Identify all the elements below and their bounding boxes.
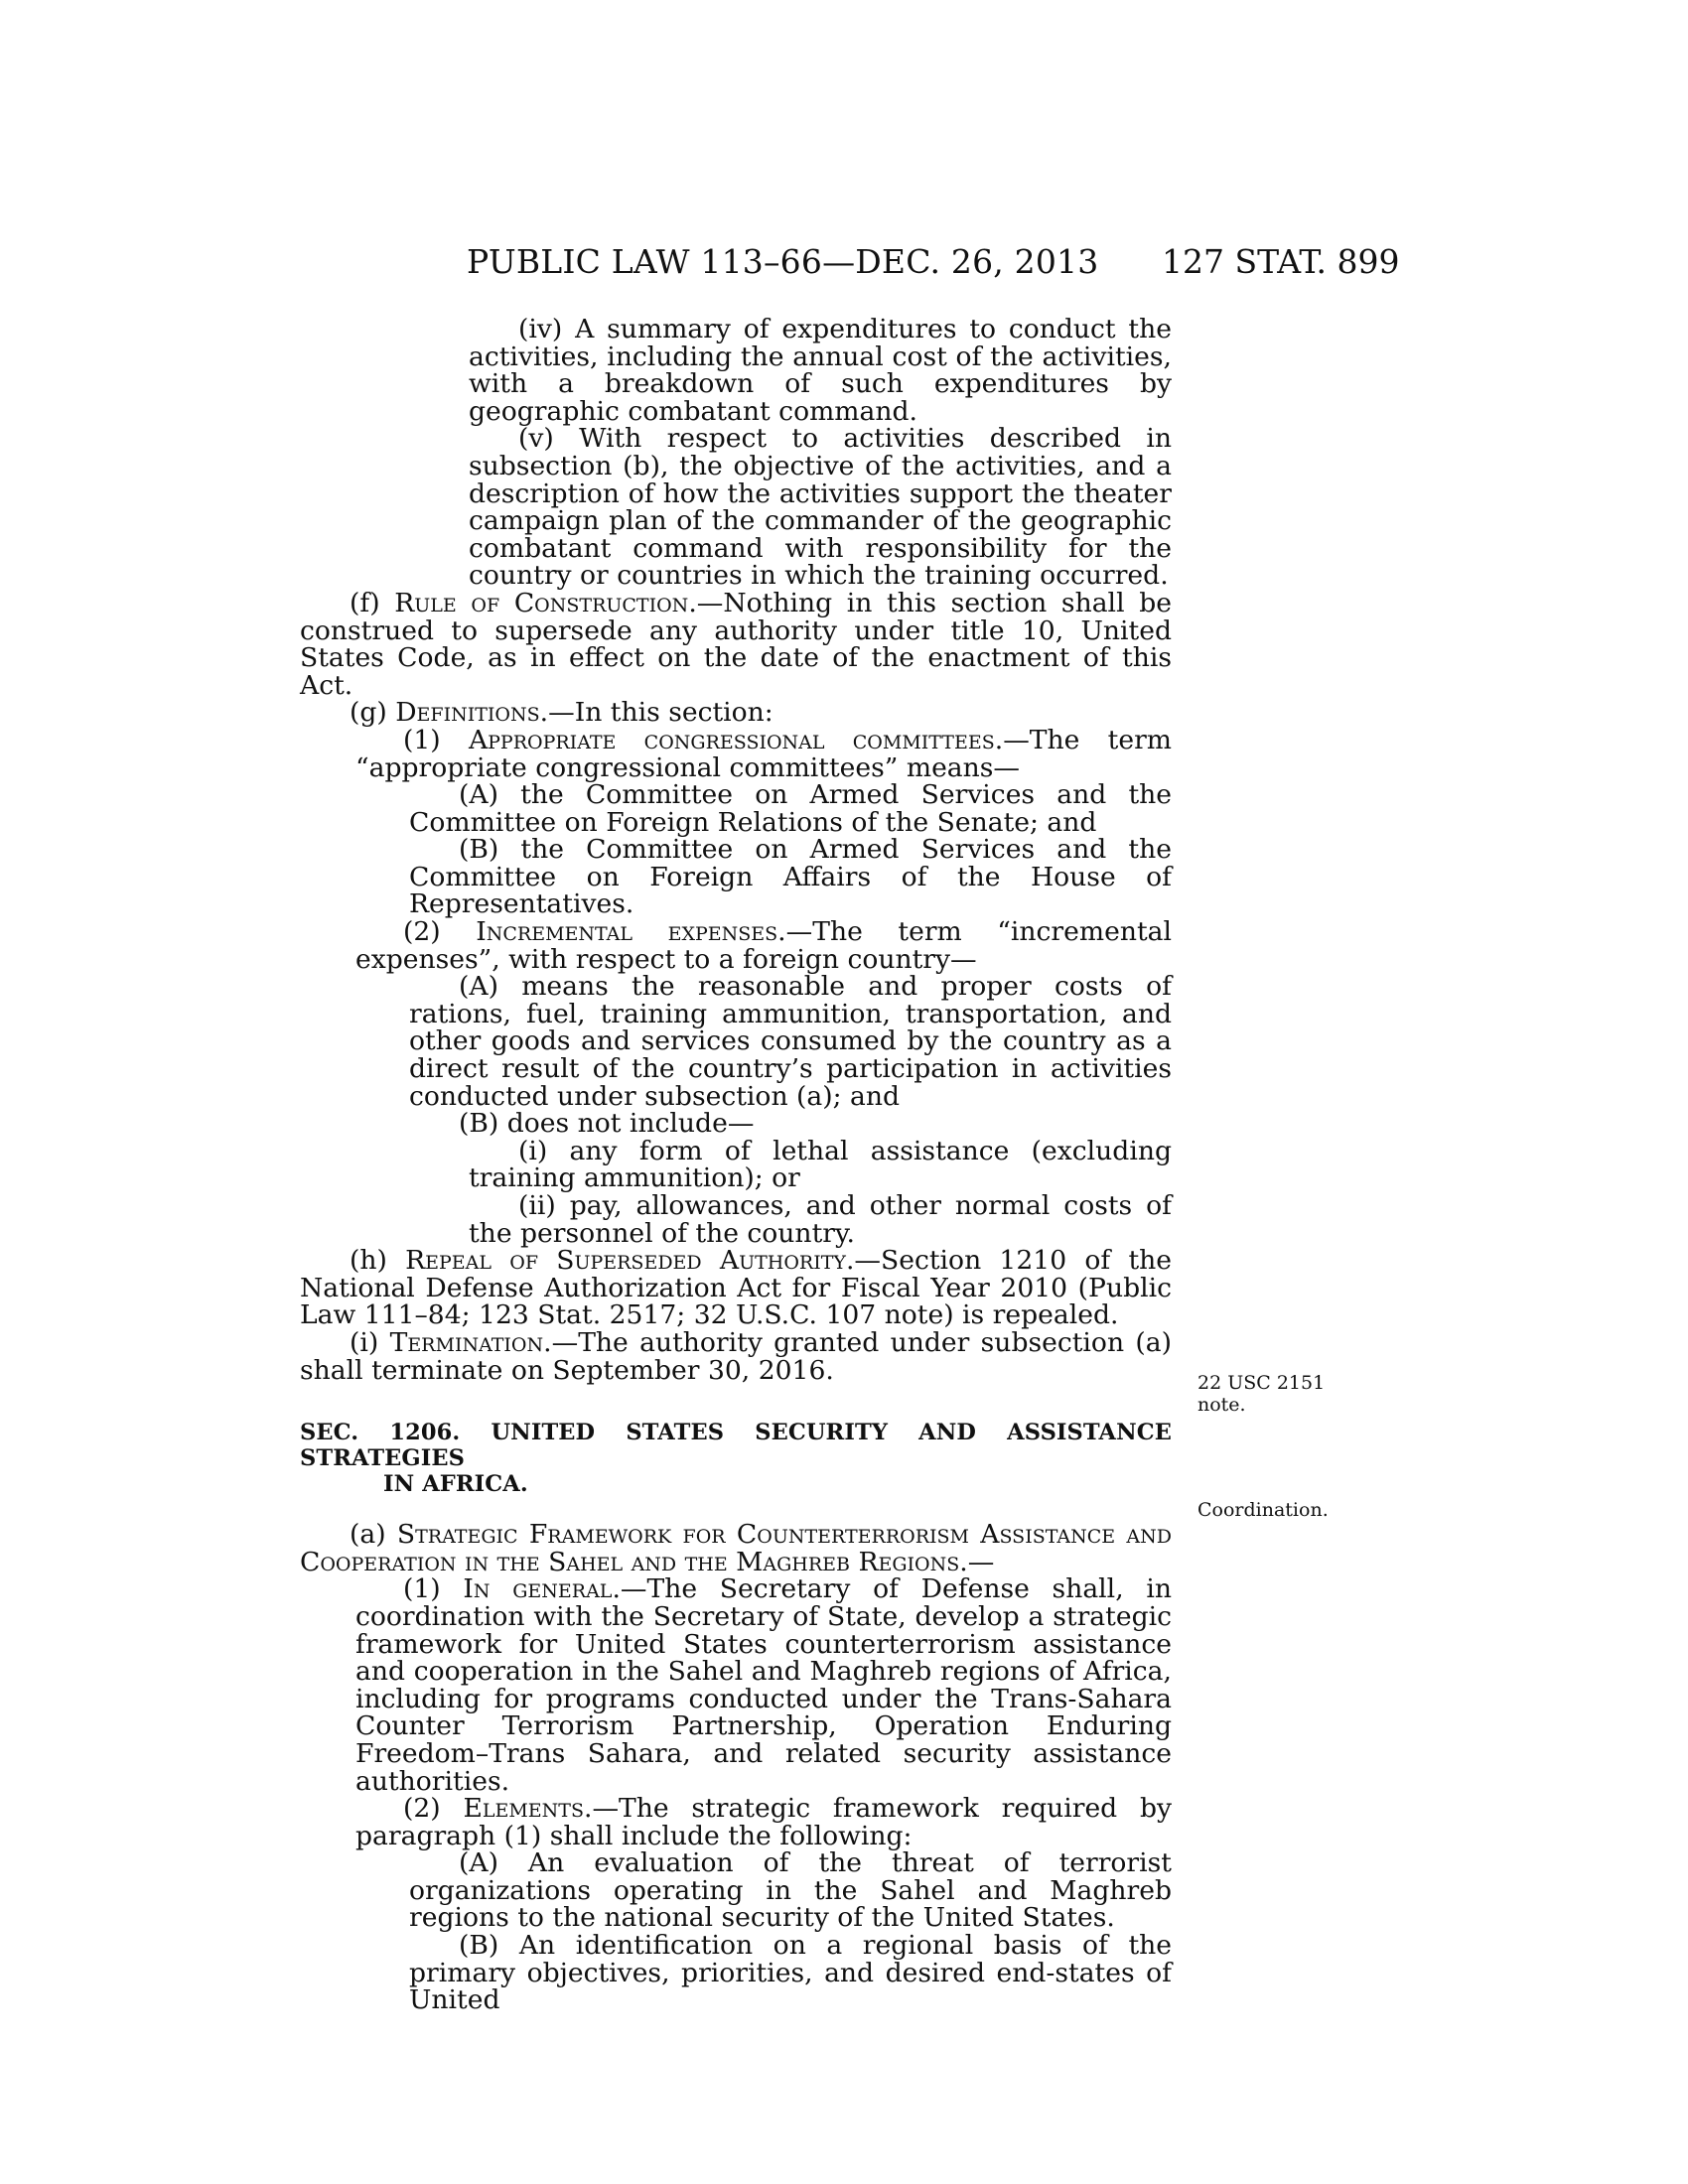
paragraph-g1-label: (1) <box>403 724 469 755</box>
paragraph-f-text: .—Nothing in this section shall be construed to supersede any authority under title 10, United States Code, as in effect on the date of the enactment of this Act. <box>300 587 1172 701</box>
paragraph-a-heading: Strategic Framework for Counterterrorism Assistance and Cooperation in the Sahel and the Maghreb Regions <box>300 1519 1172 1577</box>
margin-note-usc <box>1197 1372 1325 1416</box>
paragraph-h-heading: Repeal of Superseded Authority <box>405 1245 846 1277</box>
paragraph-g2b: (B) does not include— <box>459 1108 755 1140</box>
section-heading <box>300 1420 1172 1497</box>
paragraph-i-heading: Termination <box>389 1326 544 1358</box>
paragraph-a1-heading: In general <box>463 1573 613 1605</box>
paragraph-iv: (iv) A summary of expenditures to conduct the activities, including the annual cost of the activities, with a breakdown of such expenditures by geographic combatant command. <box>469 314 1172 427</box>
section-heading-line2: IN AFRICA. <box>383 1471 528 1498</box>
section-heading-line1: SEC. 1206. UNITED STATES SECURITY AND ASSISTANCE STRATEGIES <box>300 1420 1172 1472</box>
paragraph-a1-label: (1) <box>403 1573 464 1605</box>
paragraph-g-text: .—In this section: <box>539 697 774 729</box>
paragraph-a2A: (A) An evaluation of the threat of terrorist organizations operating in the Sahel and Maghreb regions to the national security of the United States. <box>409 1847 1172 1934</box>
paragraph-g2 <box>300 918 1172 973</box>
paragraph-g2a: (A) means the reasonable and proper costs of rations, fuel, training ammunition, transportation, and other goods and services consumed by the country as a direct result of the country’s participation in activities conducted under subsection (a); and <box>409 971 1172 1112</box>
paragraph-g2-text: .—The term “incremental expenses”, with respect to a foreign country— <box>355 916 1173 975</box>
paragraph-i-text: .—The authority granted under subsection (a) shall terminate on September 30, 2016. <box>300 1326 1172 1386</box>
paragraph-a2B: (B) An identification on a regional basis of the primary objectives, priorities, and desired end-states of United <box>409 1930 1172 2016</box>
paragraph-f-heading: Rule of Construction <box>394 587 689 618</box>
page-header <box>0 242 1688 286</box>
section-spacer <box>300 1497 1172 1521</box>
paragraph-a-text: .— <box>959 1546 995 1577</box>
paragraph-i <box>300 1326 1172 1386</box>
paragraph-g-heading: Definitions <box>395 697 540 729</box>
paragraph-h-label: (h) <box>350 1245 406 1277</box>
paragraph-a-label: (a) <box>350 1519 397 1551</box>
margin-note-coordination: Coordination. <box>1197 1499 1329 1521</box>
paragraph-a2-label: (2) <box>403 1793 464 1825</box>
running-head: PUBLIC LAW 113–66—DEC. 26, 2013 <box>467 242 1099 281</box>
paragraph-g1b: (B) the Committee on Armed Services and the Committee on Foreign Affairs of the House of Representatives. <box>409 834 1172 920</box>
paragraph-a2-heading: Elements <box>463 1793 584 1825</box>
stat-page-number: 127 STAT. 899 <box>1162 242 1400 281</box>
paragraph-g1-text: .—The term “appropriate congressional committees” means— <box>355 724 1173 783</box>
paragraph-a1-text: .—The Secretary of Defense shall, in coordination with the Secretary of State, develop a strategic framework for United States counterterrorism assistance and cooperation in the Sahel and Maghreb regions of Africa, including for programs conducted under the Trans-Sahara Counter Terrorism Partnership, Operation Enduring Freedom–Trans Sahara, and related security assistance authorities. <box>355 1573 1172 1797</box>
paragraph-a <box>300 1521 1172 1575</box>
paragraph-h <box>300 1247 1172 1329</box>
paragraph-a2-text: .—The strategic framework required by paragraph (1) shall include the following: <box>355 1793 1173 1851</box>
paragraph-a1 <box>300 1575 1172 1795</box>
paragraph-g2-label: (2) <box>403 916 477 948</box>
paragraph-i-label: (i) <box>350 1326 390 1358</box>
paragraph-g2b-ii: (ii) pay, allowances, and other normal costs of the personnel of the country. <box>469 1190 1172 1249</box>
margin-note-usc-line1: 22 USC 2151 <box>1197 1372 1326 1394</box>
paragraph-g1 <box>300 724 1173 783</box>
paragraph-v: (v) With respect to activities described in subsection (b), the objective of the activities, and a description of how the activities support the theater campaign plan of the commander of the geographic combatant command with responsibility for the country or countries in which the training occurred. <box>469 423 1172 592</box>
paragraph-g1a: (A) the Committee on Armed Services and the Committee on Foreign Relations of the Senate; and <box>409 779 1172 838</box>
paragraph-a2 <box>300 1795 1172 1849</box>
paragraph-g <box>300 699 1172 727</box>
paragraph-g-label: (g) <box>350 697 396 729</box>
paragraph-g1-heading: Appropriate congressional committees <box>468 724 995 755</box>
paragraph-f <box>300 587 1172 701</box>
paragraph-h-text: .—Section 1210 of the National Defense Authorization Act for Fiscal Year 2010 (Public Law 111–84; 123 Stat. 2517; 32 U.S.C. 107 note) is repealed. <box>300 1245 1172 1331</box>
paragraph-f-label: (f) <box>350 587 395 618</box>
paragraph-g2-heading: Incremental expenses <box>476 916 778 948</box>
margin-note-usc-line2: note. <box>1197 1394 1246 1416</box>
paragraph-g2b-i: (i) any form of lethal assistance (excluding training ammunition); or <box>469 1135 1172 1194</box>
document-body <box>300 316 1172 2014</box>
